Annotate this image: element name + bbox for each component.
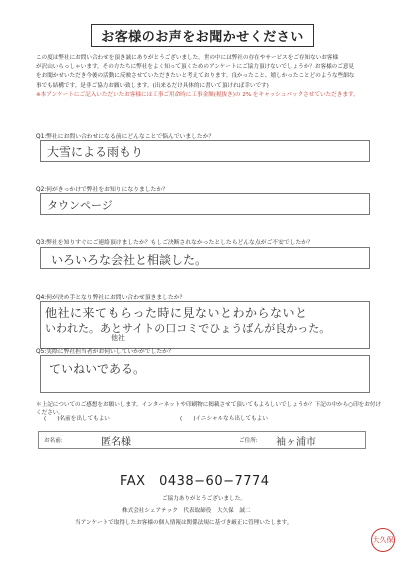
name-value[interactable]: 匿名様 <box>101 437 131 448</box>
intro-text <box>36 54 376 100</box>
question-5-label: Q5:実際に弊社担当者がお伺いしていかがでしたか？ <box>36 349 174 355</box>
question-3-label: Q3:弊社を知りすぐにご連絡頂けましたか？もしご決断されなかったとしたらどんな点がご不安でしたか？ <box>36 240 313 246</box>
info-form <box>38 431 366 449</box>
answer-4-line2: いわれた。あとサイトの口コミでひょうばんが良かった。 <box>45 322 331 335</box>
address-label: ご住所: <box>239 438 258 444</box>
page-title: お客様のお声をお聞かせください <box>91 24 314 47</box>
intro-line: この度は弊社にお問い合わせを頂き誠にありがとうございました。世の中には弊社の存在やサービスをご存知ないお客様 <box>36 55 339 61</box>
answer-box-2 <box>40 193 370 215</box>
consent-text: ＊上記についてのご感想をお願いします。インターネットや印刷物に掲載させて頂いてもよろしいでしょうか？下記の中から○印をお付けください。 <box>36 402 382 416</box>
intro-line: が沢山いらっしゃいます。その方たちに弊社をよく知って頂くためのアンケートにご協力頂けないでしょうか？お客様のご意見 <box>36 64 355 71</box>
consent-option-initial[interactable]: ( )イニシャルなら出してもよい <box>180 416 268 422</box>
intro-line: 事でも結構です。是非ご協力お願い致します。(出来るだけ具体的に書いて頂ければ幸いです) <box>36 82 269 89</box>
address-value[interactable]: 袖ヶ浦市 <box>276 437 316 448</box>
question-4-label: Q4:何が決め手となり弊社にお問い合わせ頂きましたか？ <box>36 295 186 301</box>
answer-4-correction: 他社 <box>111 334 125 342</box>
answer-4-line1: 他社に来てもらった時に見ないとわからないと <box>45 306 308 320</box>
name-label: お名前: <box>44 438 63 444</box>
fax-number: FAX 0438−60−7774 <box>120 474 270 489</box>
consent-option-name[interactable]: ( )名前を出してもよい <box>44 416 110 422</box>
question-2-label: Q2:何がきっかけで弊社をお知りになりましたか？ <box>36 187 168 193</box>
answer-box-4 <box>40 301 370 349</box>
answer-box-5 <box>40 355 370 393</box>
seal-stamp: 大久保 <box>371 528 395 552</box>
privacy-notice: 当アンケートで取得したお客様の個人情報は関係法規に基づき厳正に管理いたします。 <box>75 520 293 526</box>
question-1-label: Q1:弊社にお問い合わせになる前にどんなことで悩んでいましたか？ <box>36 134 215 140</box>
answer-2: タウンページ <box>47 199 113 212</box>
intro-line: をお聞かせいただき今後の活動に反映させていただきたいと考えております。良かったこと、嬉しかったことどのような些細な <box>36 73 355 80</box>
answer-box-1 <box>40 140 370 162</box>
answer-box-3 <box>40 247 370 269</box>
thanks-text: ご協力ありがとうございました。 <box>162 496 246 502</box>
cashback-note: ※本アンケートにご記入いただいたお客様には工事ご用命時に工事金額(税抜き)の 2% をキャッシュバックさせていただきます。 <box>36 91 359 98</box>
answer-1: 大雪による雨もり <box>47 145 144 159</box>
answer-3: いろいろな会社と相談した。 <box>51 253 208 267</box>
company-info: 株式会社シェアテック 代表取締役 大久保 誠二 <box>122 508 251 514</box>
answer-5: ていねいである。 <box>49 362 146 376</box>
